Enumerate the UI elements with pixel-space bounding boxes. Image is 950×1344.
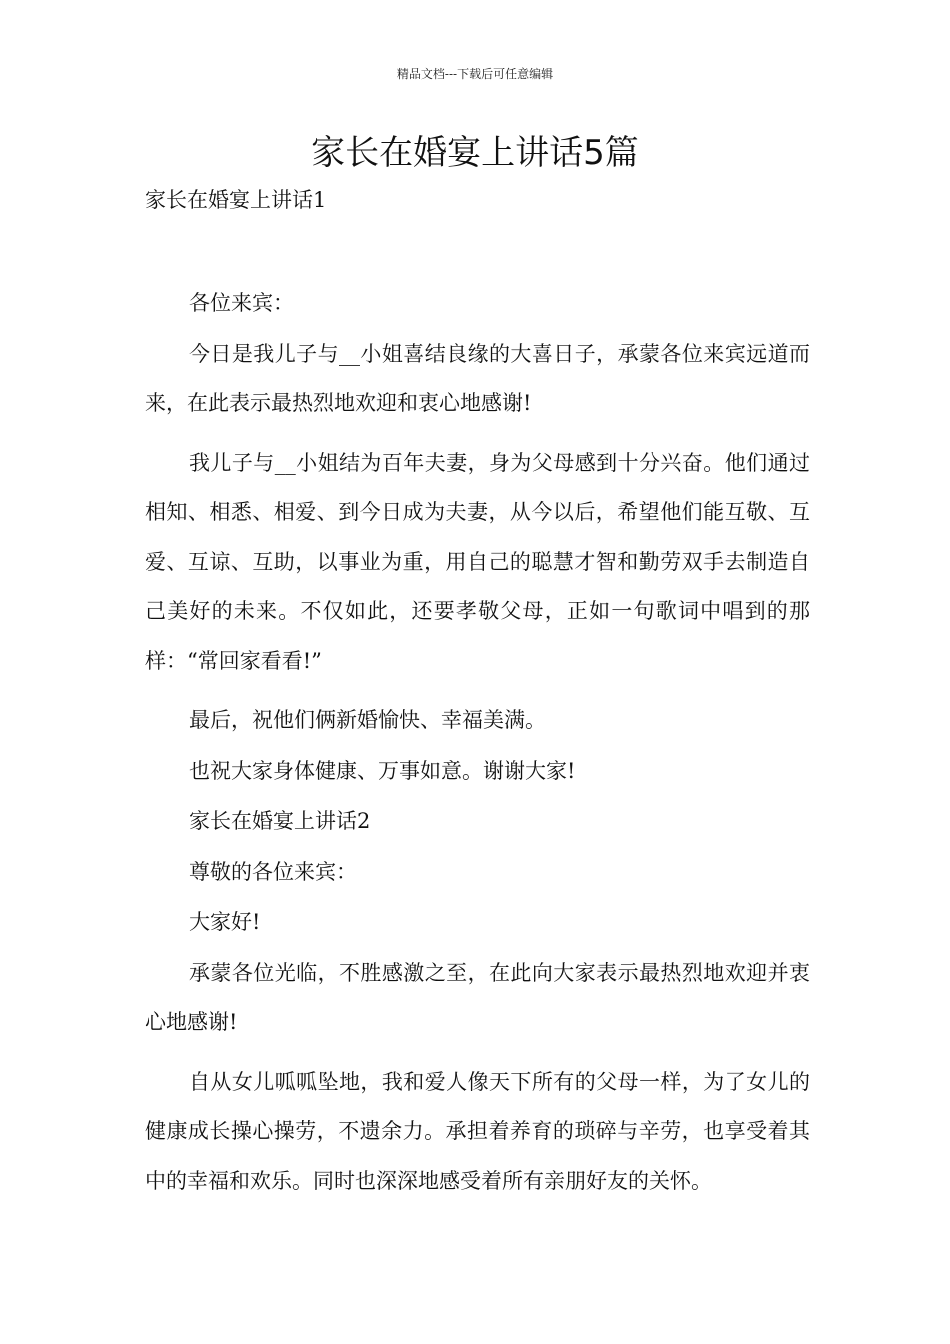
header-note: 精品文档---下载后可任意编辑 (396, 67, 554, 81)
speech-1-paragraph: 也祝大家身体健康、万事如意。谢谢大家! (189, 758, 576, 783)
document-body (145, 279, 810, 1216)
speech-2-greeting: 大家好! (189, 910, 261, 934)
speech-2-paragraph: 自从女儿呱呱坠地，我和爱人像天下所有的父母一样，为了女儿的健康成长操心操劳，不遗余力。承担着养育的琐碎与辛劳，也享受着其中的幸福和欢乐。同时也深深地感受着所有亲朋好友的关怀。 (145, 1069, 810, 1193)
speech-1-paragraph: 最后，祝他们俩新婚愉快、幸福美满。 (189, 708, 546, 732)
speech-1-paragraph: 我儿子与__小姐结为百年夫妻，身为父母感到十分兴奋。他们通过相知、相悉、相爱、到今日成为夫妻，从今以后，希望他们能互敬、互爱、互谅、互助，以事业为重，用自己的聪慧才智和勤劳双手去制造自己美好的未来。不仅如此，还要孝敬父母，正如一句歌词中唱到的那样：“常回家看看!” (145, 450, 810, 673)
speech-2-paragraph: 承蒙各位光临，不胜感激之至，在此向大家表示最热烈地欢迎并衷心地感谢! (145, 960, 810, 1034)
speech-1-salutation: 各位来宾： (189, 291, 294, 315)
speech-2-salutation: 尊敬的各位来宾： (189, 859, 357, 884)
speech-1-paragraph: 今日是我儿子与__小姐喜结良缘的大喜日子，承蒙各位来宾远道而来，在此表示最热烈地欢迎和衷心地感谢! (145, 341, 810, 415)
speech-1-heading: 家长在婚宴上讲话1 (145, 188, 327, 212)
document-title: 家长在婚宴上讲话5篇 (311, 133, 639, 173)
speech-2-heading: 家长在婚宴上讲话2 (189, 809, 371, 833)
